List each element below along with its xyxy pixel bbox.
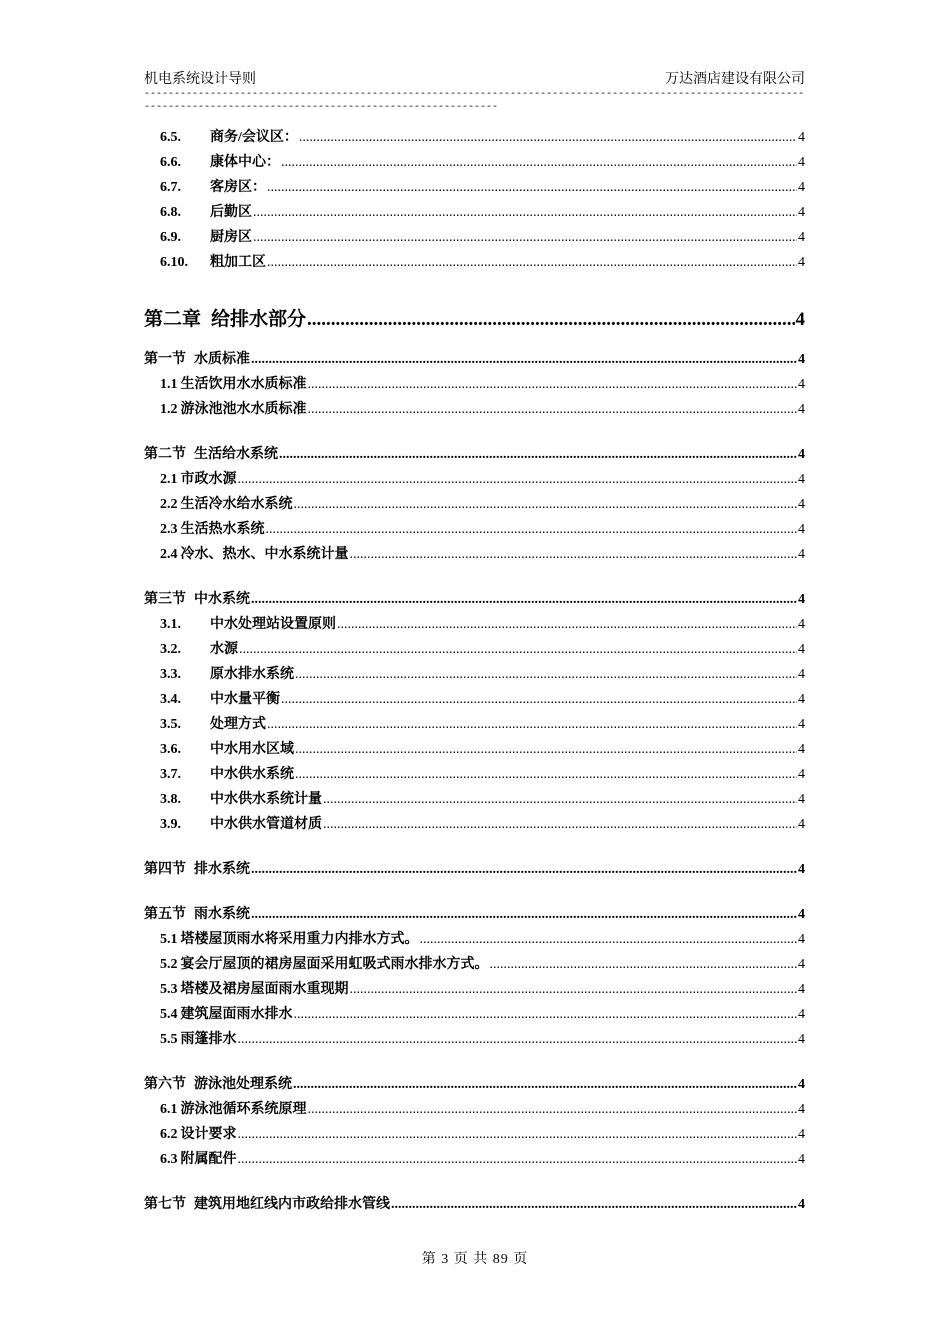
toc-entry-number: 3.1. bbox=[160, 617, 181, 632]
toc-entry-title: 生活热水系统 bbox=[180, 522, 265, 537]
toc-leader bbox=[490, 957, 798, 973]
toc-entry[interactable] bbox=[144, 151, 805, 176]
toc-entry[interactable] bbox=[144, 1098, 805, 1123]
toc-entry-page: 4 bbox=[798, 667, 805, 682]
toc-entry-number: 6.2 bbox=[160, 1127, 178, 1142]
toc-entry-number: 5.3 bbox=[160, 982, 178, 997]
toc-entry-title: 中水供水管道材质 bbox=[210, 817, 322, 832]
toc-entry[interactable] bbox=[144, 1148, 805, 1173]
toc-section-number: 第三节 bbox=[144, 592, 186, 607]
toc-leader bbox=[323, 792, 797, 808]
toc-entry-number: 2.3 bbox=[160, 522, 178, 537]
toc-entry-number: 1.2 bbox=[160, 402, 178, 417]
toc-entry[interactable] bbox=[144, 1028, 805, 1053]
toc-entry[interactable] bbox=[144, 176, 805, 201]
toc-leader bbox=[299, 130, 797, 146]
toc-entry-title: 后勤区 bbox=[210, 205, 252, 220]
toc-entry[interactable] bbox=[144, 638, 805, 663]
toc-entry-page: 4 bbox=[798, 1032, 805, 1047]
toc-leader bbox=[350, 547, 798, 563]
toc-leader bbox=[251, 352, 797, 368]
toc-entry-number: 3.6. bbox=[160, 742, 181, 757]
toc-chapter-page: 4 bbox=[795, 309, 805, 330]
toc-entry-title: 原水排水系统 bbox=[210, 667, 294, 682]
toc-entry[interactable] bbox=[144, 763, 805, 788]
toc-entry-title: 厨房区 bbox=[210, 230, 252, 245]
toc-entry[interactable] bbox=[144, 738, 805, 763]
toc-section-title: 雨水系统 bbox=[194, 907, 250, 922]
toc-chapter-number: 第二章 bbox=[144, 309, 202, 330]
toc-entry-page: 4 bbox=[798, 1102, 805, 1117]
toc-entry-title: 中水供水系统计量 bbox=[210, 792, 322, 807]
toc-leader bbox=[308, 1102, 798, 1118]
toc-entry-number: 3.4. bbox=[160, 692, 181, 707]
toc-entry-number: 3.8. bbox=[160, 792, 181, 807]
toc-section-title: 水质标准 bbox=[194, 352, 250, 367]
toc-entry-title: 塔楼屋顶雨水将采用重力内排水方式。 bbox=[180, 932, 419, 947]
toc-entry[interactable] bbox=[144, 788, 805, 813]
toc-entry-title: 市政水源 bbox=[180, 472, 237, 487]
toc-entry-title: 附属配件 bbox=[180, 1152, 237, 1167]
toc-entry[interactable] bbox=[144, 1003, 805, 1028]
toc-section-page: 4 bbox=[798, 592, 805, 607]
toc-section-page: 4 bbox=[798, 1197, 805, 1212]
toc-section-title: 中水系统 bbox=[194, 592, 250, 607]
toc-entry-number: 3.3. bbox=[160, 667, 181, 682]
toc-entry-title: 处理方式 bbox=[210, 717, 266, 732]
toc-entry-page: 4 bbox=[798, 982, 805, 997]
toc-entry-title: 中水用水区域 bbox=[210, 742, 294, 757]
toc-section-title: 排水系统 bbox=[194, 862, 250, 877]
toc-entry-number: 5.4 bbox=[160, 1007, 178, 1022]
toc-entry-number: 5.5 bbox=[160, 1032, 178, 1047]
toc-entry-page: 4 bbox=[798, 767, 805, 782]
toc-entry-number: 6.1 bbox=[160, 1102, 178, 1117]
page-footer: 第 3 页 共 89 页 bbox=[421, 1252, 529, 1267]
toc-entry-title: 塔楼及裙房屋面雨水重现期 bbox=[180, 982, 349, 997]
toc-entry-title: 宴会厅屋顶的裙房屋面采用虹吸式雨水排水方式。 bbox=[180, 957, 489, 972]
toc-section[interactable] bbox=[144, 903, 805, 928]
toc-entry-title: 中水处理站设置原则 bbox=[210, 617, 336, 632]
toc-entry-number: 2.2 bbox=[160, 497, 178, 512]
toc-entry-number: 6.8. bbox=[160, 205, 181, 220]
toc-entry-title: 游泳池池水水质标准 bbox=[180, 402, 307, 417]
toc-section-page: 4 bbox=[798, 1077, 805, 1092]
toc-chapter[interactable] bbox=[144, 304, 805, 340]
toc-leader bbox=[293, 1077, 797, 1093]
toc-entry-title: 客房区： bbox=[210, 180, 266, 195]
toc-section-page: 4 bbox=[798, 352, 805, 367]
toc-leader bbox=[294, 497, 798, 513]
toc-entry-number: 2.1 bbox=[160, 472, 178, 487]
toc-section-number: 第一节 bbox=[144, 352, 186, 367]
toc-leader bbox=[238, 472, 798, 488]
toc-entry[interactable] bbox=[144, 543, 805, 568]
toc-entry-number: 6.3 bbox=[160, 1152, 178, 1167]
toc-leader bbox=[391, 1197, 797, 1213]
toc-section-number: 第七节 bbox=[144, 1197, 186, 1212]
toc-entry-title: 设计要求 bbox=[180, 1127, 237, 1142]
toc-leader bbox=[251, 907, 797, 923]
toc-leader bbox=[337, 617, 797, 633]
toc-entry-title: 建筑屋面雨水排水 bbox=[180, 1007, 293, 1022]
toc-leader bbox=[295, 742, 797, 758]
toc-entry-page: 4 bbox=[798, 522, 805, 537]
toc-section-number: 第五节 bbox=[144, 907, 186, 922]
toc-leader bbox=[253, 205, 797, 221]
toc-section-number: 第四节 bbox=[144, 862, 186, 877]
toc-entry-number: 5.1 bbox=[160, 932, 178, 947]
toc-section[interactable] bbox=[144, 1193, 805, 1218]
toc-entry-number: 5.2 bbox=[160, 957, 178, 972]
toc-leader bbox=[253, 230, 797, 246]
toc-leader bbox=[308, 377, 798, 393]
toc-entry-title: 商务/会议区： bbox=[210, 130, 298, 145]
toc-entry[interactable] bbox=[144, 468, 805, 493]
toc-leader bbox=[281, 692, 797, 708]
toc-section[interactable] bbox=[144, 443, 805, 468]
toc-entry[interactable] bbox=[144, 126, 805, 151]
toc-entry[interactable] bbox=[144, 928, 805, 953]
toc-entry-title: 生活饮用水水质标准 bbox=[180, 377, 307, 392]
table-of-contents bbox=[144, 126, 805, 1218]
toc-leader bbox=[251, 862, 797, 878]
toc-entry-page: 4 bbox=[798, 155, 805, 170]
header-rule: ------------------------------------------------------------------------------------------------------------------------------------------------------------------------- bbox=[144, 89, 805, 113]
toc-entry-page: 4 bbox=[798, 717, 805, 732]
toc-leader bbox=[295, 667, 797, 683]
toc-entry[interactable] bbox=[144, 373, 805, 398]
toc-entry-page: 4 bbox=[798, 497, 805, 512]
toc-entry[interactable] bbox=[144, 493, 805, 518]
toc-leader bbox=[238, 1032, 798, 1048]
toc-entry-page: 4 bbox=[798, 547, 805, 562]
toc-entry-title: 雨篷排水 bbox=[180, 1032, 237, 1047]
toc-section-page: 4 bbox=[798, 862, 805, 877]
header-company: 万达酒店建设有限公司 bbox=[665, 72, 805, 87]
toc-leader bbox=[251, 592, 797, 608]
header-doc-title: 机电系统设计导则 bbox=[144, 72, 256, 87]
toc-leader bbox=[308, 402, 798, 418]
toc-entry[interactable] bbox=[144, 201, 805, 226]
toc-entry-page: 4 bbox=[798, 642, 805, 657]
toc-entry-number: 3.7. bbox=[160, 767, 181, 782]
toc-leader bbox=[267, 180, 797, 196]
toc-entry-number: 6.7. bbox=[160, 180, 181, 195]
toc-entry[interactable] bbox=[144, 226, 805, 251]
toc-section[interactable] bbox=[144, 1073, 805, 1098]
toc-section-title: 游泳池处理系统 bbox=[194, 1077, 292, 1092]
toc-leader bbox=[279, 447, 797, 463]
toc-entry-page: 4 bbox=[798, 617, 805, 632]
toc-leader bbox=[350, 982, 798, 998]
toc-leader bbox=[267, 717, 797, 733]
toc-entry-number: 6.6. bbox=[160, 155, 181, 170]
toc-section-number: 第六节 bbox=[144, 1077, 186, 1092]
toc-entry-page: 4 bbox=[798, 255, 805, 270]
toc-entry-page: 4 bbox=[798, 792, 805, 807]
toc-leader bbox=[267, 255, 797, 271]
toc-section-title: 生活给水系统 bbox=[194, 447, 278, 462]
toc-entry-title: 中水量平衡 bbox=[210, 692, 280, 707]
toc-entry[interactable] bbox=[144, 613, 805, 638]
toc-leader bbox=[238, 1127, 798, 1143]
toc-entry[interactable] bbox=[144, 688, 805, 713]
toc-section[interactable] bbox=[144, 858, 805, 883]
toc-entry-number: 2.4 bbox=[160, 547, 178, 562]
toc-section-page: 4 bbox=[798, 447, 805, 462]
toc-entry[interactable] bbox=[144, 813, 805, 838]
toc-entry[interactable] bbox=[144, 713, 805, 738]
toc-chapter-title: 给排水部分 bbox=[211, 309, 307, 330]
toc-entry[interactable] bbox=[144, 953, 805, 978]
toc-entry-page: 4 bbox=[798, 180, 805, 195]
toc-entry-title: 游泳池循环系统原理 bbox=[180, 1102, 307, 1117]
toc-entry-title: 中水供水系统 bbox=[210, 767, 294, 782]
toc-entry[interactable] bbox=[144, 518, 805, 543]
toc-entry-page: 4 bbox=[798, 205, 805, 220]
toc-entry[interactable] bbox=[144, 978, 805, 1003]
toc-entry-number: 6.5. bbox=[160, 130, 181, 145]
toc-entry-page: 4 bbox=[798, 692, 805, 707]
toc-entry-page: 4 bbox=[798, 817, 805, 832]
toc-leader bbox=[281, 155, 797, 171]
toc-leader bbox=[420, 932, 798, 948]
toc-leader bbox=[266, 522, 798, 538]
toc-section[interactable] bbox=[144, 588, 805, 613]
toc-entry-number: 3.5. bbox=[160, 717, 181, 732]
toc-entry-page: 4 bbox=[798, 130, 805, 145]
toc-entry-number: 6.10. bbox=[160, 255, 188, 270]
toc-leader bbox=[307, 309, 794, 331]
toc-section-number: 第二节 bbox=[144, 447, 186, 462]
toc-entry-page: 4 bbox=[798, 1127, 805, 1142]
toc-leader bbox=[238, 1152, 798, 1168]
toc-section-page: 4 bbox=[798, 907, 805, 922]
toc-entry-page: 4 bbox=[798, 472, 805, 487]
toc-entry-page: 4 bbox=[798, 932, 805, 947]
toc-entry-number: 3.2. bbox=[160, 642, 181, 657]
toc-section[interactable] bbox=[144, 348, 805, 373]
toc-entry-title: 水源 bbox=[210, 642, 238, 657]
toc-leader bbox=[323, 817, 797, 833]
toc-entry-page: 4 bbox=[798, 230, 805, 245]
toc-entry-page: 4 bbox=[798, 402, 805, 417]
toc-entry-title: 康体中心： bbox=[210, 155, 280, 170]
toc-entry-number: 1.1 bbox=[160, 377, 178, 392]
toc-section-title: 建筑用地红线内市政给排水管线 bbox=[194, 1197, 390, 1212]
toc-entry-number: 3.9. bbox=[160, 817, 181, 832]
toc-entry-title: 生活冷水给水系统 bbox=[180, 497, 293, 512]
toc-entry-title: 冷水、热水、中水系统计量 bbox=[180, 547, 349, 562]
toc-entry-number: 6.9. bbox=[160, 230, 181, 245]
toc-entry-page: 4 bbox=[798, 1007, 805, 1022]
toc-entry-title: 粗加工区 bbox=[210, 255, 266, 270]
toc-leader bbox=[294, 1007, 798, 1023]
toc-entry-page: 4 bbox=[798, 957, 805, 972]
toc-entry[interactable] bbox=[144, 1123, 805, 1148]
toc-leader bbox=[239, 642, 797, 658]
toc-entry[interactable] bbox=[144, 251, 805, 276]
toc-leader bbox=[295, 767, 797, 783]
toc-entry-page: 4 bbox=[798, 1152, 805, 1167]
toc-entry[interactable] bbox=[144, 663, 805, 688]
toc-entry[interactable] bbox=[144, 398, 805, 423]
toc-entry-page: 4 bbox=[798, 742, 805, 757]
toc-entry-page: 4 bbox=[798, 377, 805, 392]
